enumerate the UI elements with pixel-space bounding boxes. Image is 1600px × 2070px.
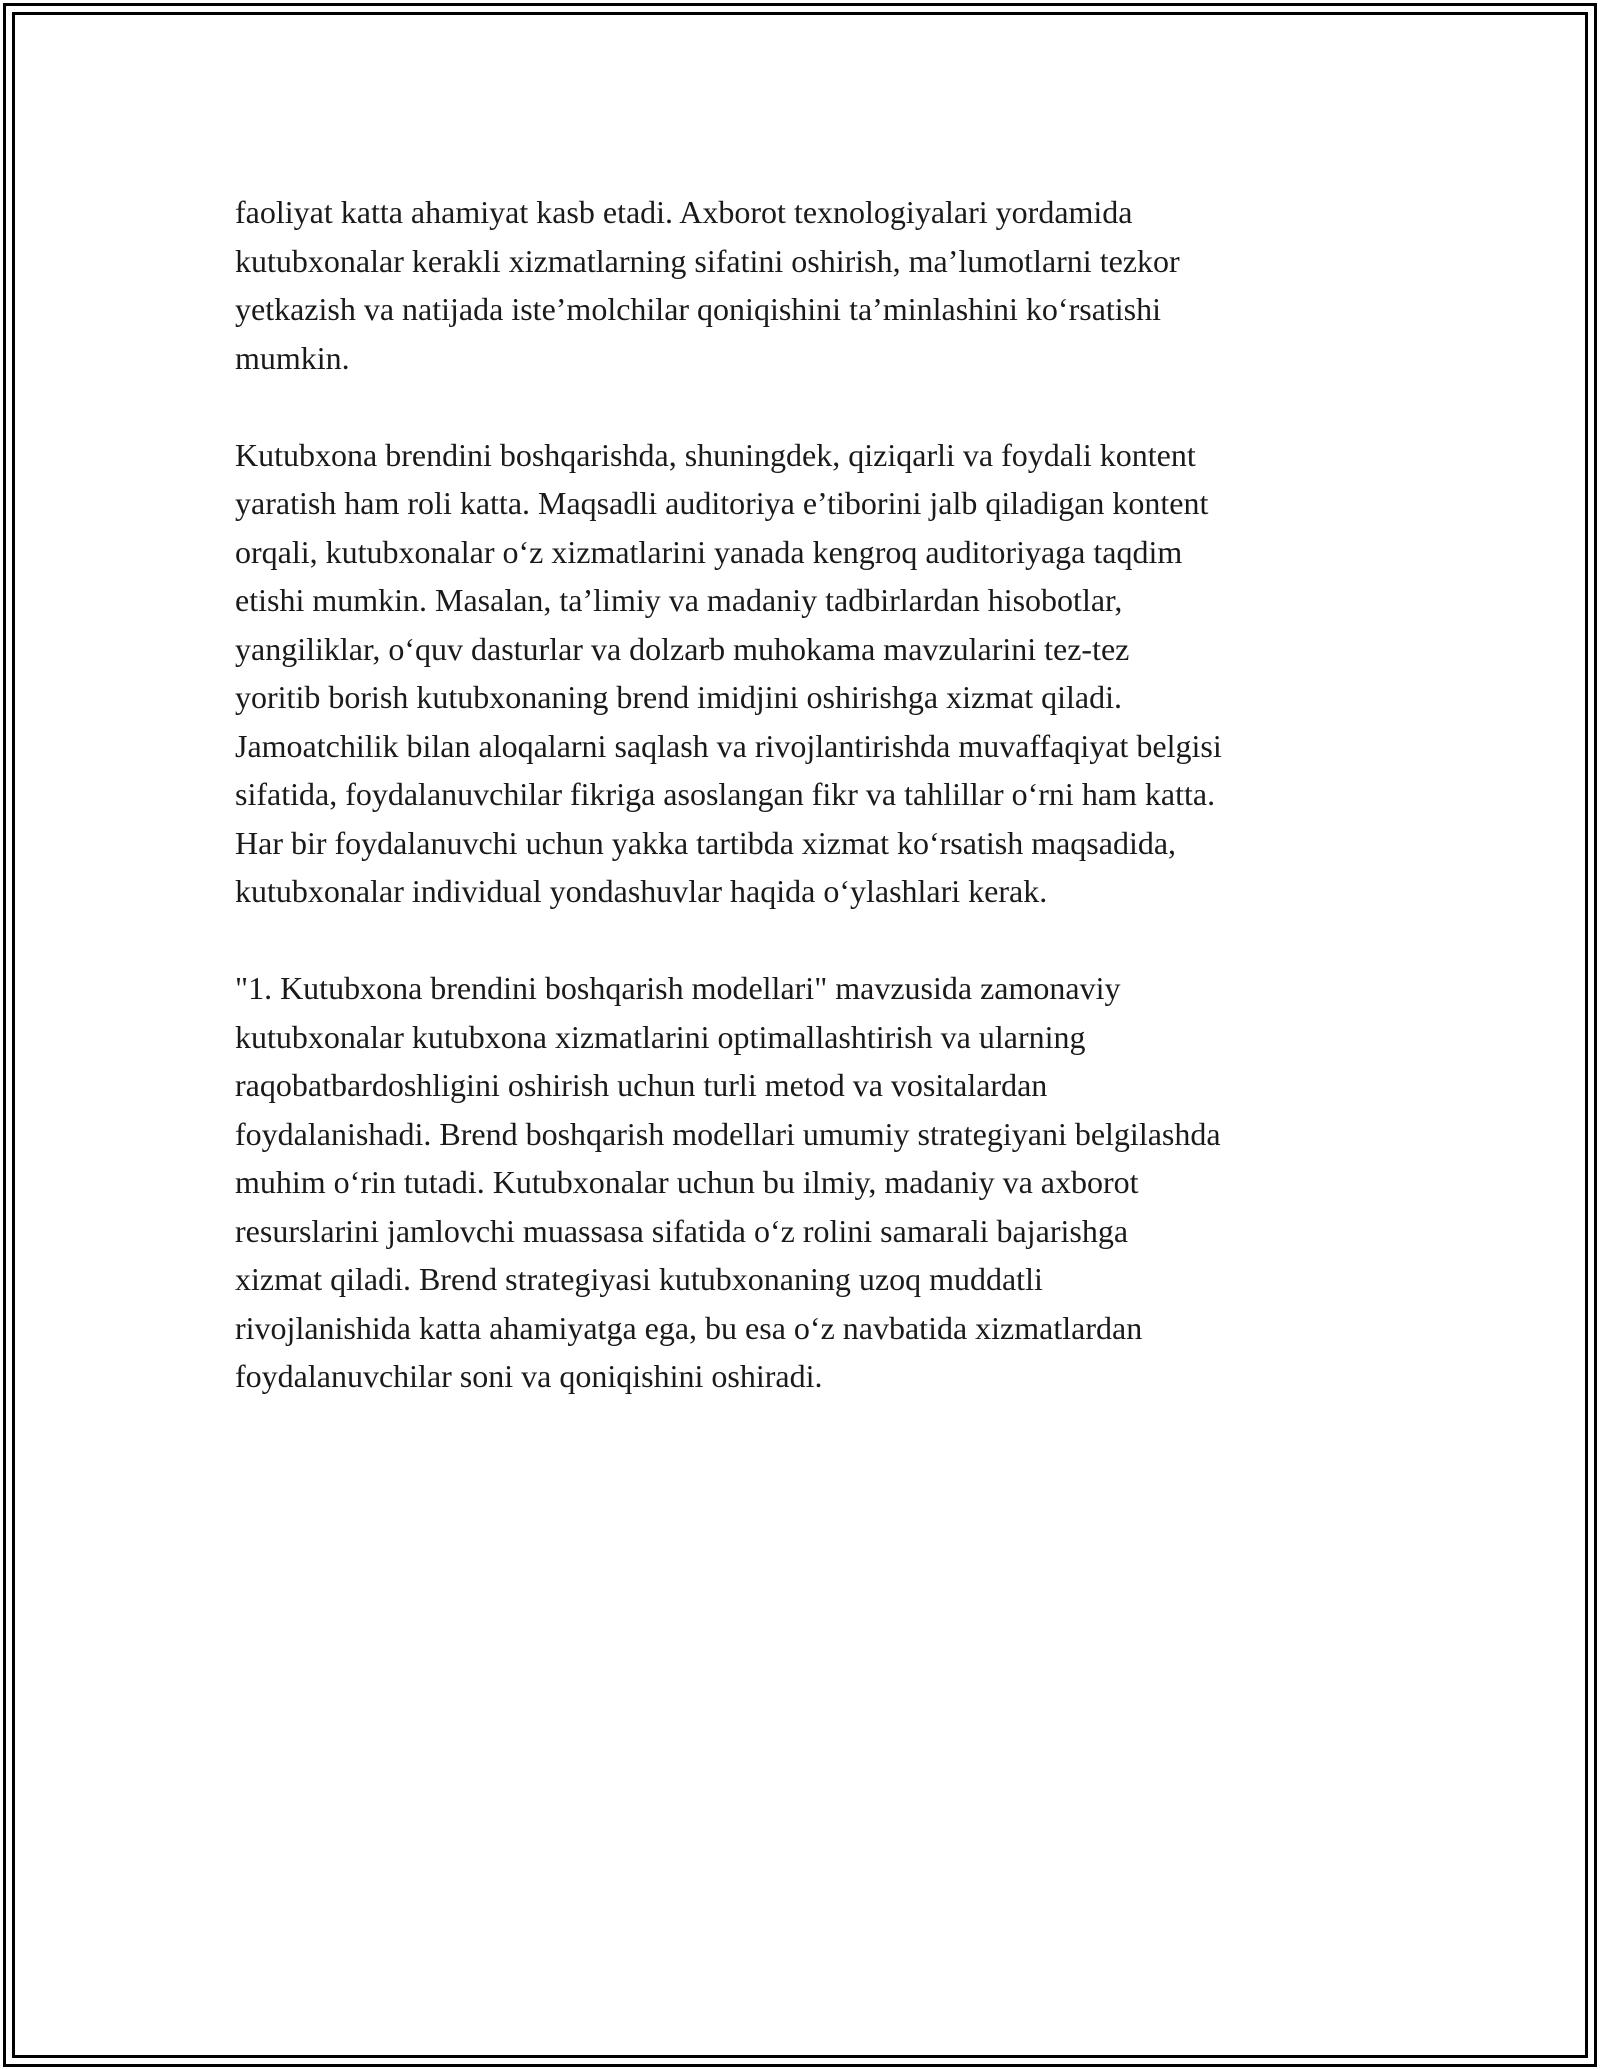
- text-line: kutubxonalar kerakli xizmatlarning sifatini oshirish, ma’lumotlarni tezkor: [235, 242, 1180, 279]
- text-line: resurslarini jamlovchi muassasa sifatida o‘z rolini samarali bajarishga: [235, 1212, 1129, 1249]
- text-line: foydalanishadi. Brend boshqarish modellari umumiy strategiyani belgilashda: [235, 1115, 1221, 1152]
- text-line: Kutubxona brendini boshqarishda, shuningdek, qiziqarli va foydali kontent: [235, 436, 1196, 473]
- text-line: kutubxonalar individual yondashuvlar haqida o‘ylashlari kerak.: [235, 873, 1048, 909]
- text-line: rivojlanishida katta ahamiyatga ega, bu esa o‘z navbatida xizmatlardan: [235, 1309, 1143, 1346]
- text-line: sifatida, foydalanuvchilar fikriga asoslangan fikr va tahlillar o‘rni ham katta.: [235, 776, 1216, 812]
- text-line: xizmat qiladi. Brend strategiyasi kutubxonaning uzoq muddatli: [235, 1261, 1043, 1297]
- text-line: yangiliklar, o‘quv dasturlar va dolzarb muhokama mavzularini tez-tez: [235, 630, 1130, 667]
- text-line: yoritib borish kutubxonaning brend imidjini oshirishga xizmat qiladi.: [235, 679, 1123, 715]
- text-line: raqobatbardoshligini oshirish uchun turli metod va vositalardan: [235, 1067, 1048, 1103]
- text-line: muhim o‘rin tutadi. Kutubxonalar uchun bu ilmiy, madaniy va axborot: [235, 1164, 1139, 1200]
- text-line: kutubxonalar kutubxona xizmatlarini optimallashtirish va ularning: [235, 1018, 1086, 1055]
- document-body: [235, 188, 1375, 1449]
- paragraph-2: [235, 431, 1375, 916]
- text-line: Har bir foydalanuvchi uchun yakka tartibda xizmat ko‘rsatish maqsadida,: [235, 824, 1177, 861]
- text-line: orqali, kutubxonalar o‘z xizmatlarini yanada kengroq auditoriyaga taqdim: [235, 533, 1183, 570]
- paragraph-1: [235, 188, 1375, 382]
- text-line: mumkin.: [235, 339, 350, 376]
- text-line: Jamoatchilik bilan aloqalarni saqlash va rivojlantirishda muvaffaqiyat belgisi: [235, 727, 1222, 764]
- text-line: foydalanuvchilar soni va qoniqishini oshiradi.: [235, 1358, 823, 1394]
- text-line: etishi mumkin. Masalan, ta’limiy va madaniy tadbirlardan hisobotlar,: [235, 582, 1123, 618]
- text-line: yetkazish va natijada iste’molchilar qoniqishini ta’minlashini ko‘rsatishi: [235, 291, 1162, 327]
- text-line: "1. Kutubxona brendini boshqarish modellari" mavzusida zamonaviy: [235, 970, 1121, 1006]
- paragraph-3: [235, 964, 1375, 1401]
- text-line: faoliyat katta ahamiyat kasb etadi. Axborot texnologiyalari yordamida: [235, 194, 1133, 230]
- text-line: yaratish ham roli katta. Maqsadli auditoriya e’tiborini jalb qiladigan kontent: [235, 485, 1209, 521]
